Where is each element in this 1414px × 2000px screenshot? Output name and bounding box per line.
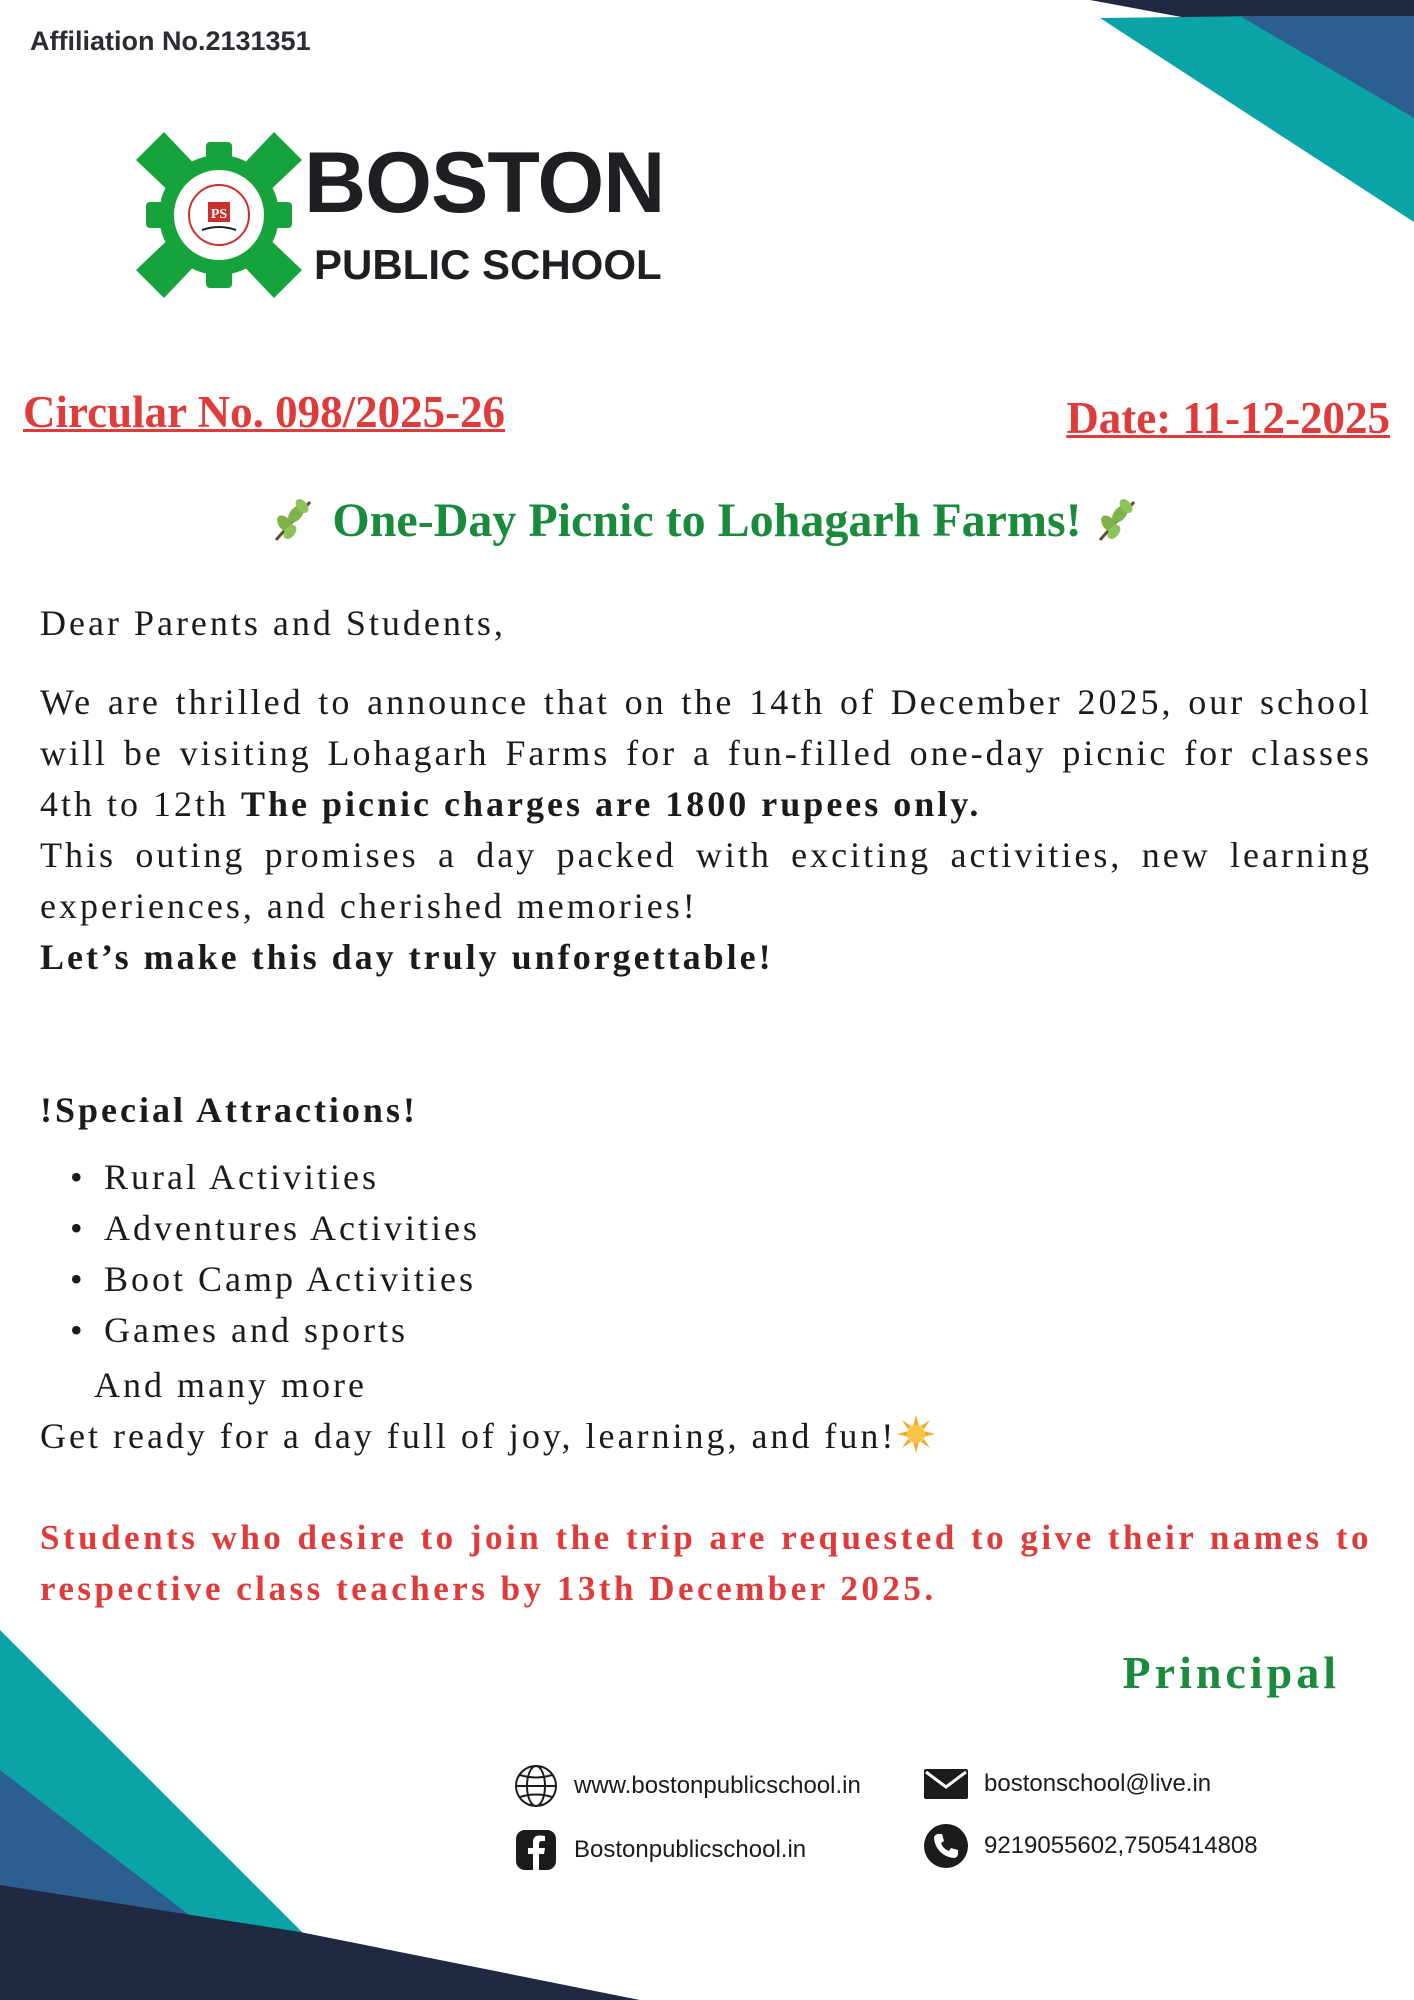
tagline: Let’s make this day truly unforgettable! — [40, 937, 774, 977]
school-emblem-logo — [136, 132, 302, 298]
special-attractions-heading: !Special Attractions! — [40, 1090, 418, 1130]
picnic-charges: The picnic charges are 1800 rupees only. — [241, 784, 982, 824]
attractions-list — [68, 1152, 480, 1356]
svg-text:PS: PS — [210, 207, 228, 222]
website-link[interactable] — [512, 1762, 861, 1810]
list-item: • Rural Activities — [68, 1152, 480, 1203]
intro-paragraph — [40, 677, 1372, 830]
registration-notice: Students who desire to join the trip are requested to give their names to respective class teachers by 13th December 2025. — [40, 1518, 1372, 1608]
closing-line — [40, 1411, 936, 1462]
list-item: • Boot Camp Activities — [68, 1254, 480, 1305]
announcement-body — [40, 677, 1372, 983]
principal-signature: Principal — [1122, 1647, 1340, 1698]
leaf-icon — [1094, 494, 1144, 544]
globe-icon — [512, 1762, 560, 1810]
sun-icon — [896, 1414, 936, 1454]
school-subtitle: PUBLIC SCHOOL — [314, 241, 662, 288]
phone-text: 9219055602,7505414808 — [984, 1832, 1258, 1859]
facebook-text: Bostonpublicschool.in — [574, 1836, 807, 1863]
circular-date: Date: 11-12-2025 — [1066, 393, 1390, 443]
intro-text: We are thrilled to announce that on the 14th of December 2025, our school will be visiting Lohagarh Farms for a fun-filled one-day picnic for classes 4th to 12th — [40, 682, 1372, 824]
website-text: www.bostonpublicschool.in — [574, 1772, 861, 1799]
facebook-icon — [512, 1826, 560, 1874]
phone-icon — [922, 1822, 970, 1870]
circular-number: Circular No. 098/2025-26 — [23, 387, 506, 437]
school-name: BOSTON — [304, 135, 665, 231]
outing-text: This outing promises a day packed with exciting activities, new learning experiences, and cherished memories! — [40, 835, 1372, 926]
facebook-link[interactable] — [512, 1826, 806, 1874]
greeting: Dear Parents and Students, — [40, 603, 506, 643]
email-link[interactable] — [922, 1760, 1211, 1808]
closing-text: Get ready for a day full of joy, learning, and fun! — [40, 1416, 897, 1456]
list-item: • Adventures Activities — [68, 1203, 480, 1254]
leaf-icon — [270, 494, 320, 544]
email-text: bostonschool@live.in — [984, 1770, 1212, 1797]
page-title — [0, 494, 1414, 548]
phone-link[interactable] — [922, 1822, 1258, 1870]
headline-text: One-Day Picnic to Lohagarh Farms! — [332, 494, 1082, 547]
affiliation-number: Affiliation No.2131351 — [30, 26, 311, 56]
and-many-more: And many more — [94, 1365, 367, 1405]
mail-icon — [922, 1760, 970, 1808]
list-item: • Games and sports — [68, 1305, 480, 1356]
